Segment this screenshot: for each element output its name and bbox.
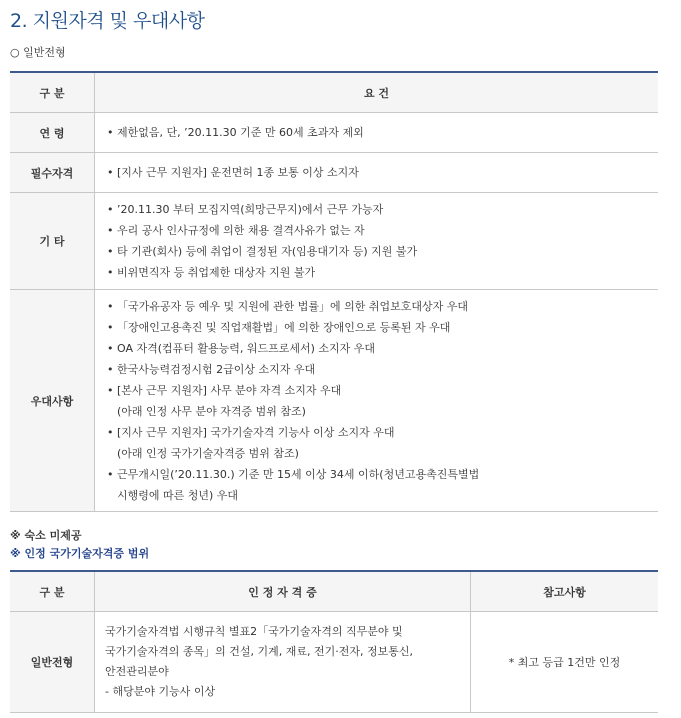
content-line: 국가기술자격법 시행규칙 별표2「국가기술자격의 직무분야 및 [105,625,403,638]
list-item: • 한국사능력검정시험 2급이상 소지자 우대 [107,362,316,376]
list-item: • [지사 근무 지원자] 국가기술자격 기능사 이상 소지자 우대 [107,425,395,439]
list-item-continuation: 시행령에 따른 청년) 우대 [117,488,239,502]
row-reference: * 최고 등급 1건만 인정 [471,612,659,713]
subtitle: ○ 일반전형 [10,46,66,59]
list-item: • 타 기관(회사) 등에 취업이 결정된 자(임용대기자 등) 지원 불가 [107,245,418,258]
row-label-age: 연 령 [10,113,95,153]
note-no-housing: ※ 숙소 미제공 [10,529,82,542]
row-body-age [95,113,659,153]
header-requirement: 요 건 [95,72,659,113]
row-certificate-content [95,612,471,713]
table-row [10,290,658,512]
table-row [10,193,658,290]
list-item: • 비위면직자 등 취업제한 대상자 지원 불가 [107,266,316,279]
row-body-etc [95,193,659,290]
row-label-etc: 기 타 [10,193,95,290]
list-item: • ’20.11.30 부터 모집지역(희망근무지)에서 근무 가능자 [107,203,384,216]
content-line: 국가기술자격의 종목」의 건설, 기계, 재료, 전기·전자, 정보통신, [105,645,413,658]
row-label-general: 일반전형 [10,612,95,713]
row-body-required [95,153,659,193]
note-cert-scope: ※ 인정 국가기술자격증 범위 [10,547,150,560]
header-category: 구 분 [10,571,95,612]
row-label-preference: 우대사항 [10,290,95,512]
list-item: • [지사 근무 지원자] 운전면허 1종 보통 이상 소지자 [107,166,359,179]
table-header-row [10,571,658,612]
list-item: • 근무개시일(’20.11.30.) 기준 만 15세 이상 34세 이하(청년고용촉진특별법 [107,467,480,481]
list-item-continuation: (아래 인정 국가기술자격증 범위 참조) [117,446,299,460]
list-item: • 「장애인고용촉진 및 직업재활법」에 의한 장애인으로 등록된 자 우대 [107,320,451,334]
certificate-table [10,570,658,713]
header-certificate: 인 정 자 격 증 [95,571,471,612]
row-label-required: 필수자격 [10,153,95,193]
list-item: • 우리 공사 인사규정에 의한 채용 결격사유가 없는 자 [107,224,365,237]
section-title: 2. 지원자격 및 우대사항 [10,10,205,32]
list-item: • OA 자격(컴퓨터 활용능력, 워드프로세서) 소지자 우대 [107,341,376,355]
requirements-table [10,71,658,512]
table-row [10,153,658,193]
row-body-preference [95,290,659,512]
list-item: • [본사 근무 지원자] 사무 분야 자격 소지자 우대 [107,383,342,397]
header-category: 구 분 [10,72,95,113]
table-header-row [10,72,658,113]
table-row [10,113,658,153]
list-item: • 「국가유공자 등 예우 및 지원에 관한 법률」에 의한 취업보호대상자 우대 [107,299,468,313]
list-item-continuation: (아래 인정 사무 분야 자격증 범위 참조) [117,404,306,418]
list-item: • 제한없음, 단, ’20.11.30 기준 만 60세 초과자 제외 [107,126,364,139]
content-line: 안전관리분야 [105,665,169,678]
table-row [10,612,658,713]
content-line: - 해당분야 기능사 이상 [105,685,216,698]
header-reference: 참고사항 [471,571,659,612]
